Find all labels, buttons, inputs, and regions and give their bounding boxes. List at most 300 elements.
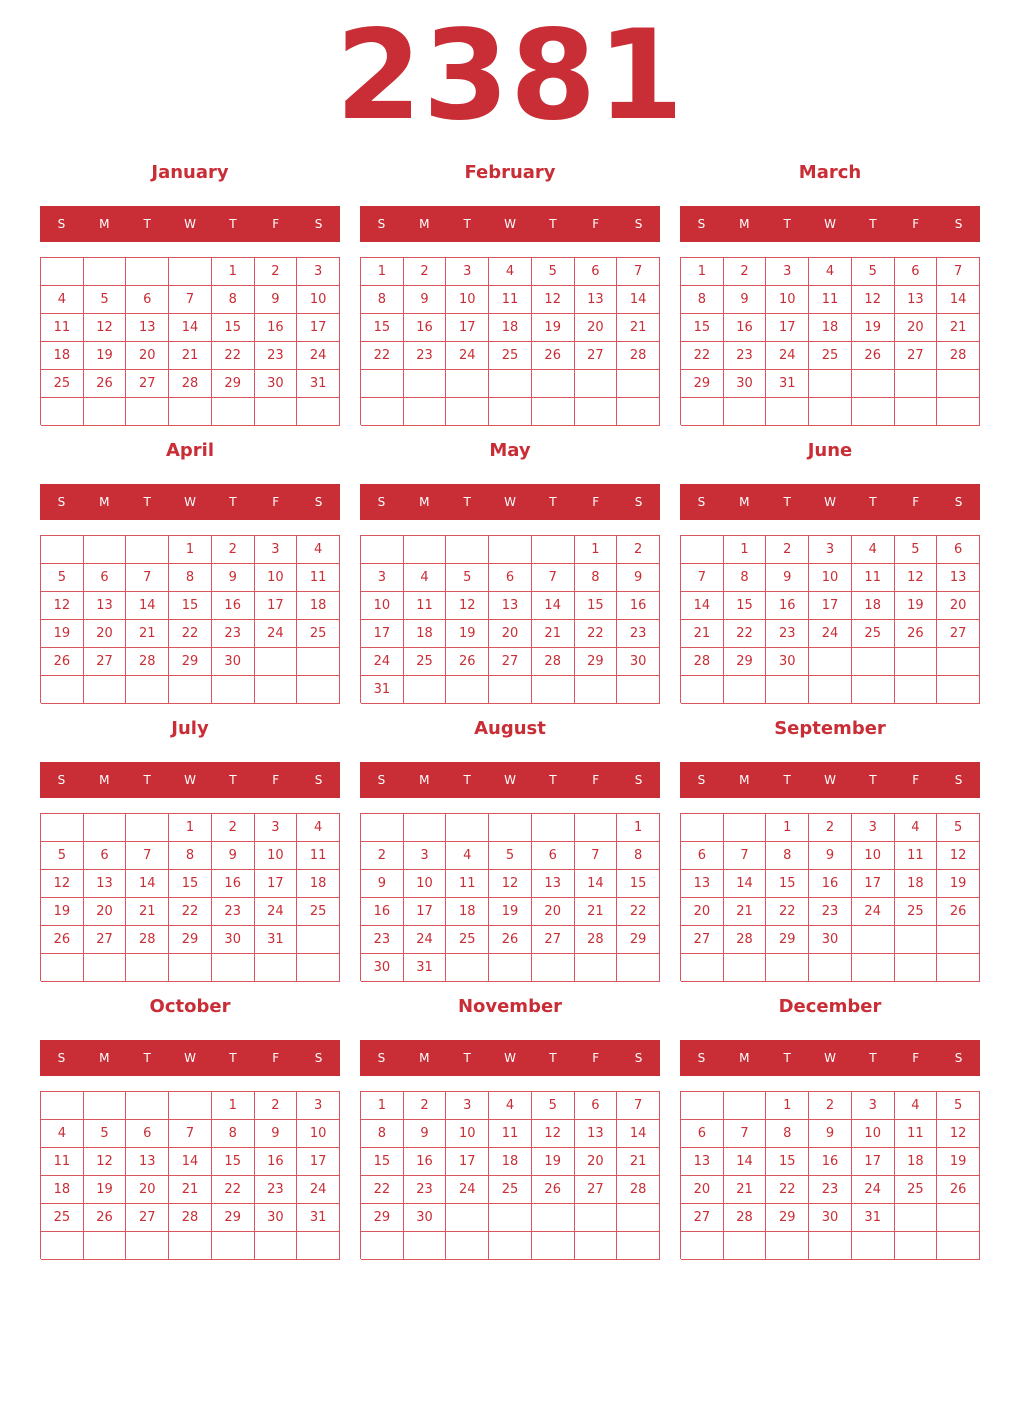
day-cell: 15: [681, 314, 724, 342]
day-cell: 30: [212, 926, 255, 954]
weekday-header: T: [549, 217, 557, 231]
day-cell: 4: [41, 286, 84, 314]
month-name: February: [464, 162, 556, 183]
empty-day-cell: [84, 1232, 127, 1260]
day-cell: 17: [852, 870, 895, 898]
day-cell: 7: [617, 258, 660, 286]
weekday-header: W: [184, 217, 196, 231]
empty-day-cell: [575, 370, 618, 398]
day-cell: 23: [212, 620, 255, 648]
empty-day-cell: [937, 370, 980, 398]
day-cell: 24: [809, 620, 852, 648]
day-cell: 3: [446, 1092, 489, 1120]
day-cell: 21: [937, 314, 980, 342]
day-cell: 28: [169, 1204, 212, 1232]
day-cell: 15: [169, 870, 212, 898]
day-cell: 4: [297, 536, 340, 564]
empty-day-cell: [575, 814, 618, 842]
day-cell: 6: [126, 1120, 169, 1148]
day-cell: 26: [532, 342, 575, 370]
weekday-header: F: [592, 773, 600, 787]
empty-day-cell: [937, 926, 980, 954]
day-cell: 12: [937, 1120, 980, 1148]
day-cell: 30: [617, 648, 660, 676]
day-cell: 14: [724, 870, 767, 898]
day-cell: 29: [681, 370, 724, 398]
weekday-header: F: [272, 495, 280, 509]
day-cell: 19: [895, 592, 938, 620]
day-cell: 16: [809, 1148, 852, 1176]
empty-day-cell: [126, 1232, 169, 1260]
empty-day-cell: [255, 398, 298, 426]
day-cell: 26: [937, 1176, 980, 1204]
day-cell: 18: [446, 898, 489, 926]
empty-day-cell: [297, 398, 340, 426]
day-cell: 13: [575, 286, 618, 314]
day-cell: 20: [575, 314, 618, 342]
day-cell: 7: [575, 842, 618, 870]
empty-day-cell: [532, 1204, 575, 1232]
day-cell: 13: [532, 870, 575, 898]
empty-day-cell: [895, 648, 938, 676]
day-cell: 15: [617, 870, 660, 898]
empty-day-cell: [446, 1232, 489, 1260]
empty-day-cell: [255, 676, 298, 704]
weekday-header: F: [272, 217, 280, 231]
empty-day-cell: [446, 954, 489, 982]
day-cell: 31: [255, 926, 298, 954]
day-cell: 8: [766, 1120, 809, 1148]
empty-day-cell: [532, 398, 575, 426]
day-cell: 19: [41, 898, 84, 926]
empty-day-cell: [255, 1232, 298, 1260]
day-cell: 27: [126, 1204, 169, 1232]
day-cell: 29: [169, 648, 212, 676]
day-cell: 26: [84, 370, 127, 398]
empty-day-cell: [532, 536, 575, 564]
day-cell: 22: [169, 898, 212, 926]
weekday-header: S: [954, 217, 963, 231]
day-cell: 5: [446, 564, 489, 592]
day-cell: 2: [212, 814, 255, 842]
day-cell: 4: [895, 814, 938, 842]
day-cell: 2: [361, 842, 404, 870]
weekday-header: F: [592, 1051, 600, 1065]
day-cell: 21: [724, 1176, 767, 1204]
day-cell: 31: [404, 954, 447, 982]
empty-day-cell: [404, 536, 447, 564]
empty-day-cell: [809, 398, 852, 426]
empty-day-cell: [532, 954, 575, 982]
day-grid: [40, 257, 340, 425]
weekday-header: S: [954, 495, 963, 509]
empty-day-cell: [297, 676, 340, 704]
day-cell: 26: [895, 620, 938, 648]
day-cell: 6: [126, 286, 169, 314]
empty-day-cell: [41, 676, 84, 704]
day-cell: 29: [766, 926, 809, 954]
day-cell: 24: [766, 342, 809, 370]
empty-day-cell: [681, 814, 724, 842]
empty-day-cell: [532, 676, 575, 704]
day-cell: 2: [724, 258, 767, 286]
day-cell: 20: [681, 898, 724, 926]
empty-day-cell: [404, 370, 447, 398]
weekday-header: W: [504, 217, 516, 231]
day-cell: 19: [937, 870, 980, 898]
empty-day-cell: [852, 1232, 895, 1260]
day-cell: 16: [255, 1148, 298, 1176]
day-cell: 12: [84, 1148, 127, 1176]
day-cell: 27: [489, 648, 532, 676]
day-cell: 22: [212, 1176, 255, 1204]
day-cell: 21: [126, 620, 169, 648]
empty-day-cell: [126, 676, 169, 704]
day-cell: 25: [895, 898, 938, 926]
day-cell: 29: [361, 1204, 404, 1232]
weekday-header: T: [549, 495, 557, 509]
day-cell: 24: [852, 1176, 895, 1204]
day-cell: 24: [361, 648, 404, 676]
empty-day-cell: [489, 370, 532, 398]
day-cell: 28: [617, 342, 660, 370]
day-cell: 22: [766, 898, 809, 926]
day-cell: 25: [404, 648, 447, 676]
day-cell: 30: [724, 370, 767, 398]
day-cell: 9: [617, 564, 660, 592]
day-cell: 6: [575, 1092, 618, 1120]
day-cell: 3: [297, 1092, 340, 1120]
day-cell: 24: [297, 1176, 340, 1204]
day-cell: 13: [681, 1148, 724, 1176]
day-cell: 1: [617, 814, 660, 842]
day-cell: 16: [212, 592, 255, 620]
empty-day-cell: [895, 676, 938, 704]
empty-day-cell: [84, 258, 127, 286]
day-cell: 2: [617, 536, 660, 564]
day-cell: 18: [809, 314, 852, 342]
day-cell: 8: [681, 286, 724, 314]
weekday-header: S: [57, 217, 66, 231]
day-cell: 20: [126, 342, 169, 370]
empty-day-cell: [852, 676, 895, 704]
day-cell: 27: [681, 926, 724, 954]
day-cell: 27: [84, 926, 127, 954]
empty-day-cell: [169, 258, 212, 286]
empty-day-cell: [489, 536, 532, 564]
weekday-header-bar: [360, 1040, 660, 1076]
empty-day-cell: [617, 1204, 660, 1232]
day-cell: 10: [297, 1120, 340, 1148]
day-cell: 11: [852, 564, 895, 592]
day-cell: 14: [126, 592, 169, 620]
day-cell: 20: [575, 1148, 618, 1176]
empty-day-cell: [361, 814, 404, 842]
month-name: March: [798, 162, 862, 183]
day-cell: 20: [84, 620, 127, 648]
weekday-header: T: [869, 217, 877, 231]
empty-day-cell: [937, 398, 980, 426]
day-cell: 19: [937, 1148, 980, 1176]
day-cell: 30: [809, 926, 852, 954]
weekday-header: S: [314, 1051, 323, 1065]
day-cell: 30: [404, 1204, 447, 1232]
day-cell: 1: [212, 258, 255, 286]
weekday-header: T: [143, 217, 151, 231]
day-cell: 25: [297, 898, 340, 926]
day-cell: 12: [41, 870, 84, 898]
weekday-header: T: [463, 217, 471, 231]
day-cell: 9: [724, 286, 767, 314]
day-cell: 18: [41, 1176, 84, 1204]
day-cell: 16: [724, 314, 767, 342]
day-cell: 14: [617, 1120, 660, 1148]
day-cell: 1: [212, 1092, 255, 1120]
empty-day-cell: [852, 648, 895, 676]
weekday-header: W: [824, 773, 836, 787]
weekday-header: T: [229, 495, 237, 509]
weekday-header-bar: [680, 1040, 980, 1076]
weekday-header: S: [314, 217, 323, 231]
weekday-header: M: [99, 495, 110, 509]
weekday-header: S: [697, 773, 706, 787]
day-cell: 12: [489, 870, 532, 898]
month-name: December: [778, 996, 882, 1017]
day-cell: 7: [724, 1120, 767, 1148]
day-cell: 10: [297, 286, 340, 314]
day-cell: 7: [169, 286, 212, 314]
day-cell: 12: [852, 286, 895, 314]
weekday-header: S: [954, 773, 963, 787]
day-cell: 11: [895, 1120, 938, 1148]
day-cell: 18: [489, 1148, 532, 1176]
day-cell: 21: [681, 620, 724, 648]
weekday-header: T: [783, 773, 791, 787]
day-cell: 27: [937, 620, 980, 648]
day-cell: 28: [724, 1204, 767, 1232]
day-cell: 26: [41, 926, 84, 954]
day-grid: [40, 1091, 340, 1259]
day-cell: 12: [532, 286, 575, 314]
day-cell: 8: [724, 564, 767, 592]
day-cell: 5: [937, 1092, 980, 1120]
year-title: 2381: [335, 4, 685, 148]
day-cell: 5: [41, 564, 84, 592]
day-cell: 21: [169, 1176, 212, 1204]
day-cell: 10: [766, 286, 809, 314]
empty-day-cell: [126, 398, 169, 426]
month-name: January: [151, 162, 229, 183]
day-cell: 3: [255, 814, 298, 842]
empty-day-cell: [937, 1204, 980, 1232]
empty-day-cell: [489, 1232, 532, 1260]
weekday-header-bar: [40, 206, 340, 242]
day-cell: 28: [532, 648, 575, 676]
day-cell: 17: [297, 1148, 340, 1176]
day-cell: 8: [361, 286, 404, 314]
empty-day-cell: [766, 676, 809, 704]
day-cell: 30: [255, 370, 298, 398]
day-cell: 3: [852, 814, 895, 842]
weekday-header: S: [377, 495, 386, 509]
day-cell: 16: [617, 592, 660, 620]
day-cell: 27: [575, 342, 618, 370]
day-cell: 1: [575, 536, 618, 564]
day-cell: 25: [446, 926, 489, 954]
empty-day-cell: [895, 1204, 938, 1232]
day-cell: 15: [361, 314, 404, 342]
empty-day-cell: [489, 398, 532, 426]
day-cell: 18: [404, 620, 447, 648]
day-cell: 10: [404, 870, 447, 898]
day-cell: 3: [361, 564, 404, 592]
month-name: June: [807, 440, 853, 461]
day-cell: 27: [532, 926, 575, 954]
day-cell: 28: [126, 648, 169, 676]
weekday-header-bar: [40, 484, 340, 520]
empty-day-cell: [169, 676, 212, 704]
weekday-header: T: [143, 495, 151, 509]
day-cell: 5: [532, 258, 575, 286]
day-cell: 14: [169, 314, 212, 342]
weekday-header: M: [739, 773, 750, 787]
day-cell: 25: [895, 1176, 938, 1204]
day-cell: 10: [446, 1120, 489, 1148]
day-cell: 2: [212, 536, 255, 564]
day-cell: 9: [809, 842, 852, 870]
day-cell: 2: [404, 258, 447, 286]
empty-day-cell: [809, 370, 852, 398]
empty-day-cell: [681, 676, 724, 704]
weekday-header: M: [99, 217, 110, 231]
day-cell: 22: [724, 620, 767, 648]
day-cell: 2: [809, 1092, 852, 1120]
empty-day-cell: [489, 676, 532, 704]
day-grid: [680, 257, 980, 425]
empty-day-cell: [724, 676, 767, 704]
weekday-header: T: [229, 217, 237, 231]
day-cell: 30: [212, 648, 255, 676]
day-cell: 6: [681, 1120, 724, 1148]
weekday-header: F: [912, 217, 920, 231]
day-cell: 12: [937, 842, 980, 870]
day-cell: 17: [446, 1148, 489, 1176]
empty-day-cell: [532, 370, 575, 398]
day-cell: 16: [766, 592, 809, 620]
day-cell: 25: [809, 342, 852, 370]
weekday-header-bar: [680, 762, 980, 798]
month-name: August: [474, 718, 546, 739]
empty-day-cell: [681, 954, 724, 982]
day-cell: 23: [255, 342, 298, 370]
empty-day-cell: [169, 398, 212, 426]
weekday-header: T: [783, 217, 791, 231]
weekday-header: S: [634, 495, 643, 509]
weekday-header: T: [463, 495, 471, 509]
empty-day-cell: [724, 1232, 767, 1260]
day-cell: 8: [212, 1120, 255, 1148]
day-cell: 5: [852, 258, 895, 286]
weekday-header: T: [549, 773, 557, 787]
day-cell: 29: [766, 1204, 809, 1232]
day-cell: 23: [766, 620, 809, 648]
empty-day-cell: [895, 954, 938, 982]
day-cell: 4: [489, 258, 532, 286]
month-name: September: [774, 718, 886, 739]
day-cell: 28: [169, 370, 212, 398]
weekday-header: T: [783, 1051, 791, 1065]
weekday-header: S: [377, 217, 386, 231]
empty-day-cell: [489, 954, 532, 982]
weekday-header: M: [419, 1051, 430, 1065]
day-cell: 31: [766, 370, 809, 398]
day-cell: 7: [126, 842, 169, 870]
day-cell: 11: [489, 286, 532, 314]
weekday-header: S: [954, 1051, 963, 1065]
day-cell: 6: [84, 564, 127, 592]
weekday-header-bar: [680, 484, 980, 520]
empty-day-cell: [937, 1232, 980, 1260]
empty-day-cell: [575, 1204, 618, 1232]
day-cell: 1: [361, 1092, 404, 1120]
day-cell: 23: [809, 1176, 852, 1204]
empty-day-cell: [361, 536, 404, 564]
day-cell: 19: [84, 342, 127, 370]
empty-day-cell: [809, 676, 852, 704]
empty-day-cell: [84, 954, 127, 982]
day-cell: 16: [361, 898, 404, 926]
day-cell: 26: [937, 898, 980, 926]
day-cell: 5: [532, 1092, 575, 1120]
month-name: May: [489, 440, 531, 461]
weekday-header: S: [377, 1051, 386, 1065]
day-cell: 10: [852, 842, 895, 870]
day-cell: 9: [404, 1120, 447, 1148]
weekday-header: W: [184, 773, 196, 787]
day-cell: 4: [297, 814, 340, 842]
empty-day-cell: [255, 954, 298, 982]
day-cell: 23: [724, 342, 767, 370]
day-cell: 21: [724, 898, 767, 926]
day-cell: 15: [724, 592, 767, 620]
day-cell: 3: [297, 258, 340, 286]
empty-day-cell: [724, 1092, 767, 1120]
weekday-header: M: [419, 217, 430, 231]
weekday-header: S: [314, 773, 323, 787]
day-cell: 26: [41, 648, 84, 676]
empty-day-cell: [766, 954, 809, 982]
day-cell: 20: [532, 898, 575, 926]
day-cell: 23: [361, 926, 404, 954]
empty-day-cell: [617, 1232, 660, 1260]
day-cell: 3: [404, 842, 447, 870]
day-cell: 16: [212, 870, 255, 898]
day-cell: 1: [169, 536, 212, 564]
empty-day-cell: [937, 676, 980, 704]
weekday-header: T: [463, 1051, 471, 1065]
day-cell: 10: [809, 564, 852, 592]
day-cell: 17: [809, 592, 852, 620]
day-cell: 29: [212, 1204, 255, 1232]
day-cell: 9: [255, 286, 298, 314]
day-cell: 23: [212, 898, 255, 926]
day-cell: 6: [895, 258, 938, 286]
day-cell: 24: [404, 926, 447, 954]
day-cell: 10: [361, 592, 404, 620]
empty-day-cell: [169, 954, 212, 982]
weekday-header: T: [143, 773, 151, 787]
empty-day-cell: [126, 814, 169, 842]
